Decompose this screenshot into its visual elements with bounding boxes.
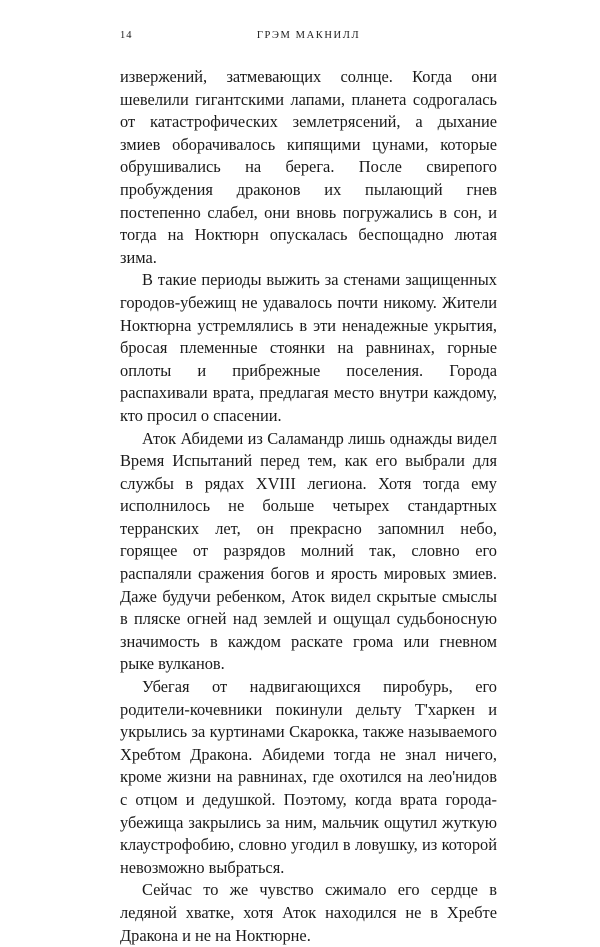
body-text [120, 66, 497, 947]
paragraph: Убегая от надвигающихся пиробурь, его родители-кочевники покинули дельту Т'харкен и укрылись за куртинами Скарокка, также называемого Хребтом Дракона. Абидеми тогда не знал ничего, кроме жизни на равнинах, где охотился на лео'нидов с отцом и дедушкой. Поэтому, когда врата города-убежища закрылись за ним, мальчик ощутил жуткую клаустрофобию, словно угодил в ловушку, из которой невозможно выбраться. [120, 677, 497, 877]
paragraph: Аток Абидеми из Саламандр лишь однажды видел Время Испытаний перед тем, как его выбрали для службы в рядах XVIII легиона. Хотя тогда ему исполнилось не больше четырех стандартных терранских лет, он прекрасно запомнил небо, горящее от разрядов молний так, словно его распаляли сражения богов и ярость мировых змиев. Даже будучи ребенком, Аток видел скрытые смыслы в пляске огней над землей и ощущал судьбоносную значимость в каждом раскате грома или гневном рыке вулканов. [120, 428, 497, 674]
header-author: ГРЭМ МАКНИЛЛ [256, 30, 361, 41]
paragraph: В такие периоды выжить за стенами защищенных городов-убежищ не удавалось почти никому. Жители Ноктюрна устремлялись в эти ненадежные укрытия, бросая племенные стоянки на равнинах, горные оплоты и прибрежные поселения. Города распахивали врата, предлагая место внутри каждому, кто просил о спасении. [120, 270, 497, 425]
running-header [120, 30, 497, 46]
paragraph: Сейчас то же чувство сжимало его сердце в ледяной хватке, хотя Аток находился не в Хребте Дракона и не на Ноктюрне. [120, 880, 497, 945]
page-number: 14 [120, 30, 133, 41]
paragraph-continuation: извержений, затмевающих солнце. Когда они шевелили гигантскими лапами, планета содрогалась от катастрофических землетрясений, а дыхание змиев оборачивалось кипящими цунами, которые обрушивались на берега. После свирепого пробуждения драконов их пылающий гнев постепенно слабел, они вновь погружались в сон, и тогда на Ноктюрн опускалась беспощадно лютая зима. [120, 67, 497, 267]
